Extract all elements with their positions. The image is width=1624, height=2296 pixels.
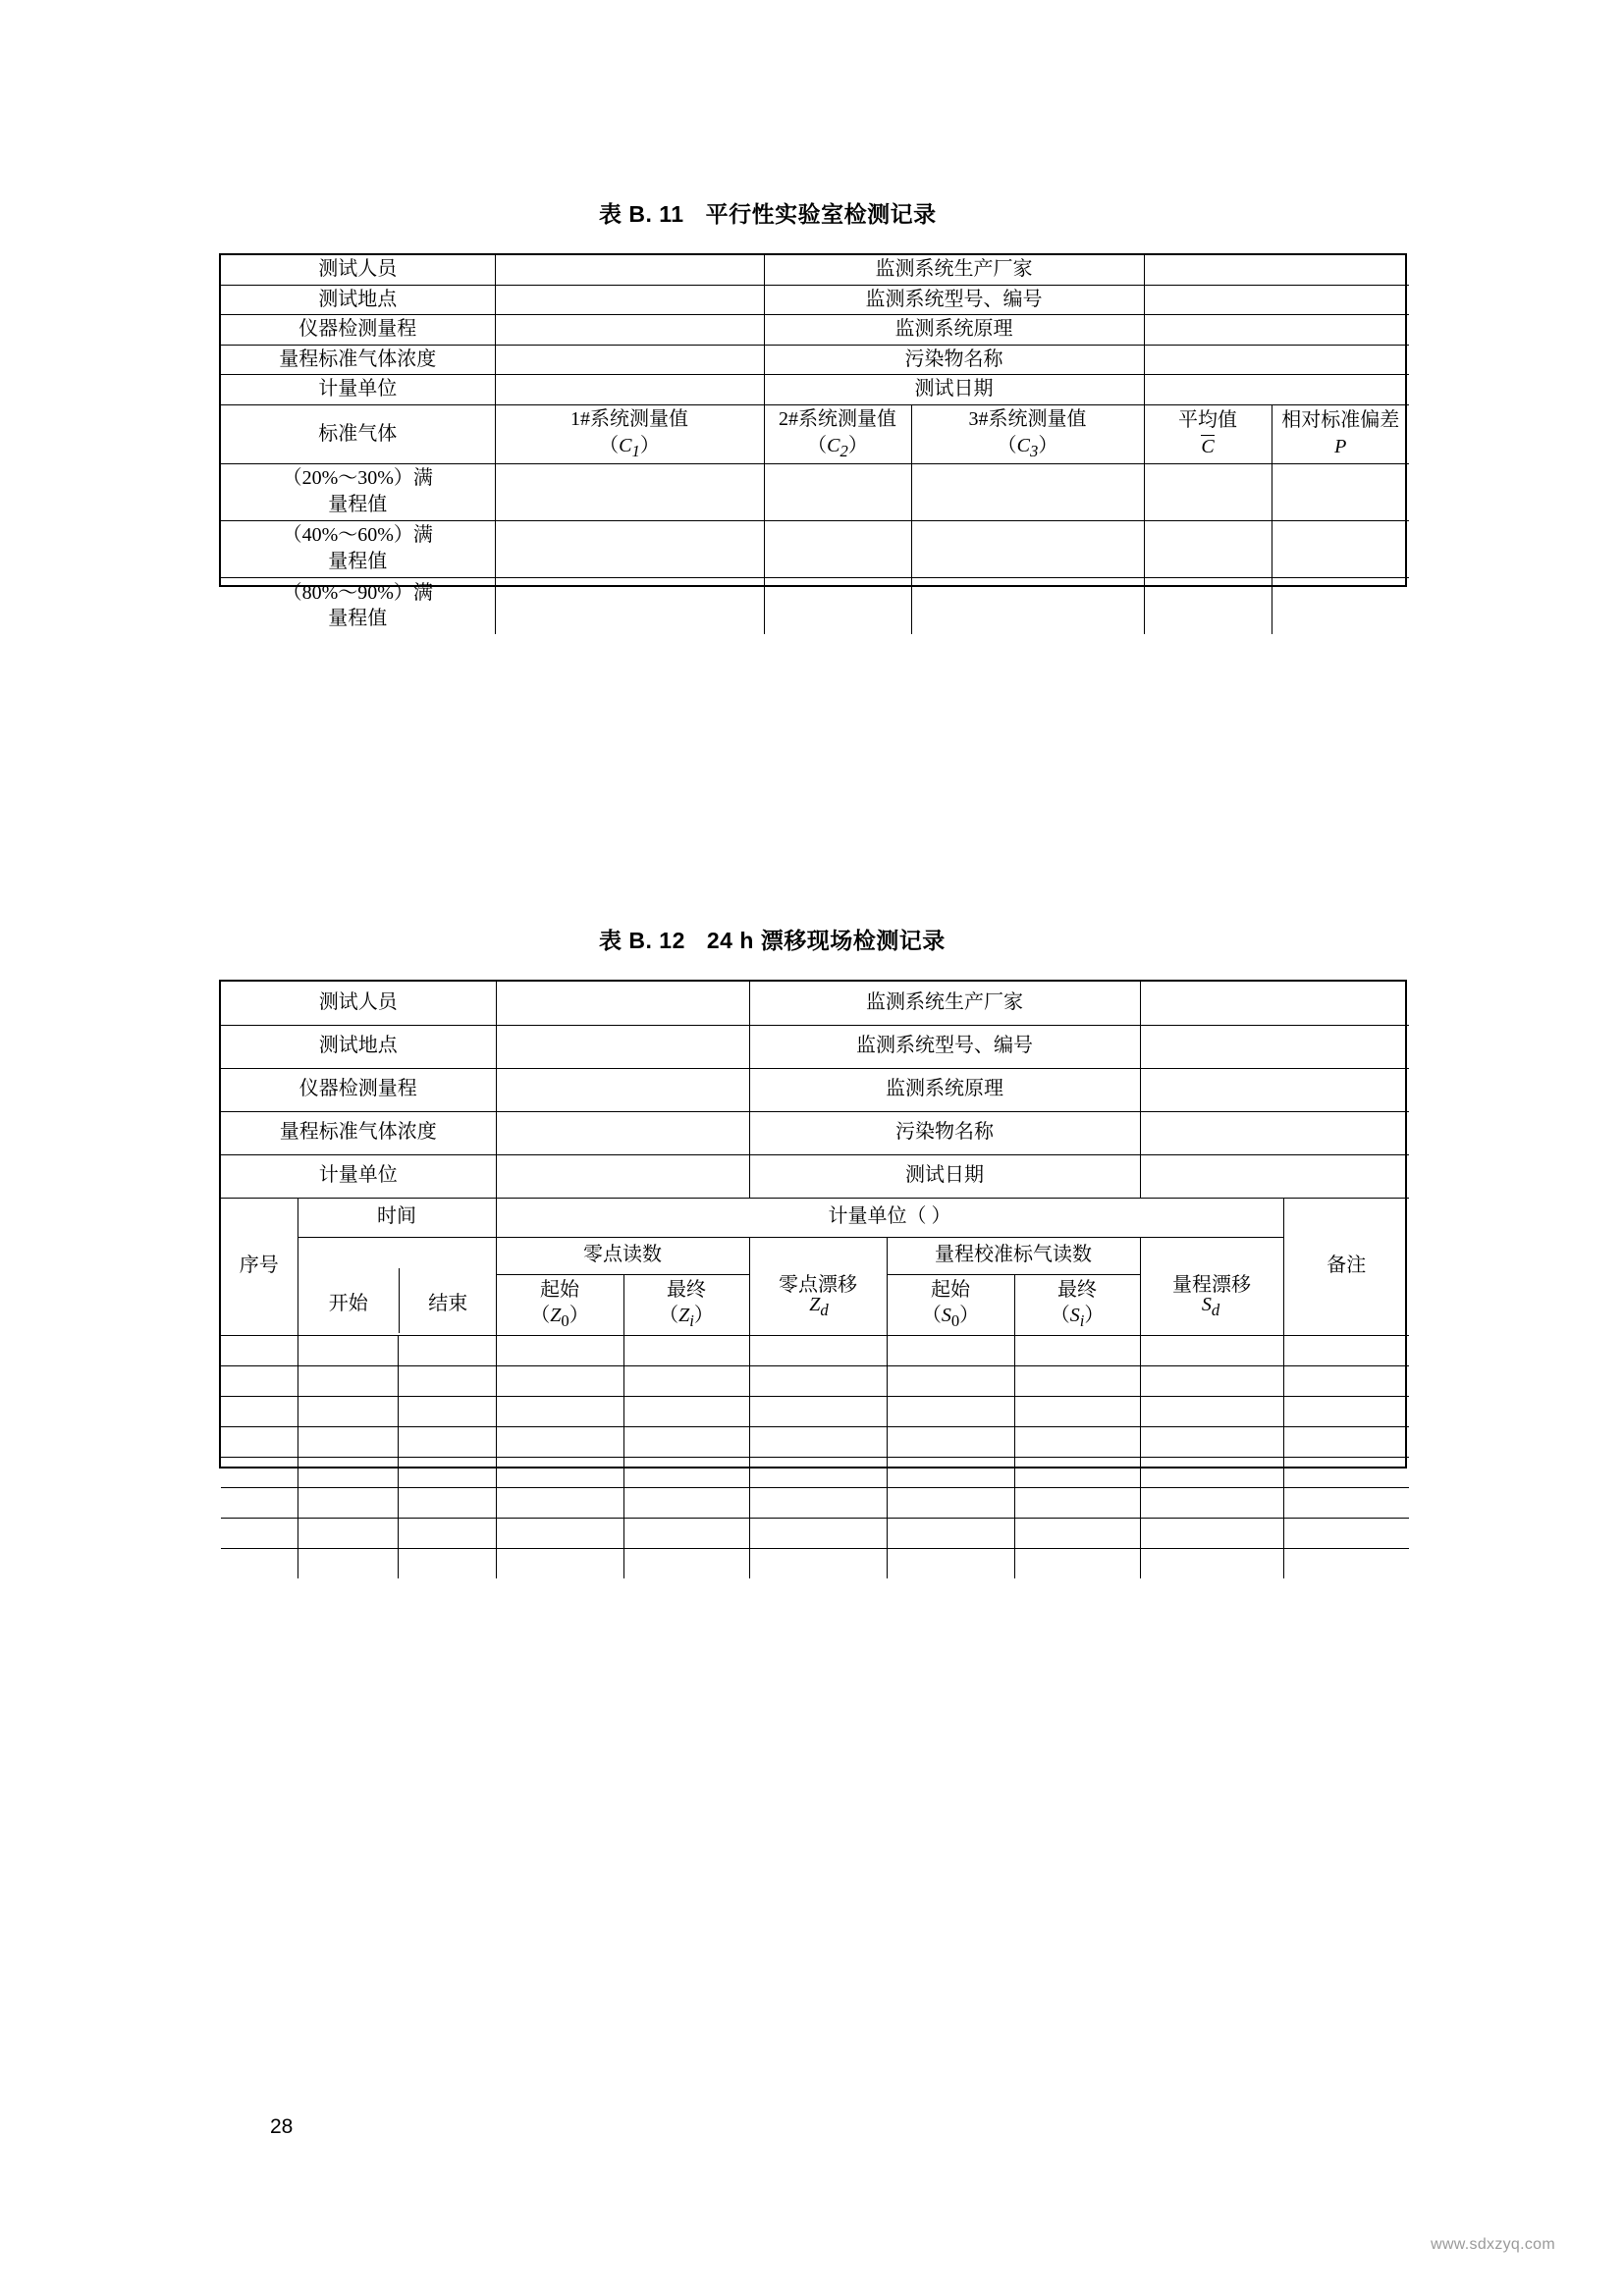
table-row (221, 345, 1409, 375)
cell-zd[interactable] (749, 1487, 887, 1518)
cell-z0[interactable] (496, 1426, 623, 1457)
cell-z0[interactable] (496, 1335, 623, 1365)
header-zero-final-line1: 最终 (667, 1278, 706, 1301)
value-cell[interactable] (495, 285, 764, 315)
table-row (221, 1365, 1409, 1396)
header-zero-begin (496, 1274, 623, 1335)
cell-sd[interactable] (1140, 1396, 1283, 1426)
header-zero-drift-symbol: $Z_d$ (809, 1294, 829, 1319)
cell-seq[interactable] (221, 1396, 298, 1426)
table-b12-caption (599, 923, 946, 955)
table-header-row (221, 404, 1409, 463)
header-span-begin (887, 1274, 1014, 1335)
cell-rsd[interactable] (1272, 577, 1409, 634)
cell-average[interactable] (1144, 577, 1272, 634)
label-cell: 监测系统型号、编号 (764, 285, 1144, 315)
table-row (221, 1548, 1409, 1578)
value-cell[interactable] (496, 1068, 749, 1111)
row-label (221, 463, 495, 520)
label-cell: 量程标准气体浓度 (221, 1111, 496, 1154)
cell-z0[interactable] (496, 1487, 623, 1518)
label-cell: 污染物名称 (764, 345, 1144, 375)
header-span-final (1014, 1274, 1140, 1335)
table-row (221, 1025, 1409, 1068)
cell-s0[interactable] (887, 1457, 1014, 1487)
label-cell: 测试日期 (749, 1154, 1140, 1198)
value-cell[interactable] (1140, 1025, 1409, 1068)
cell-end[interactable] (398, 1487, 496, 1518)
cell-s0[interactable] (887, 1396, 1014, 1426)
header-span-drift-label: 量程漂移 (1172, 1274, 1252, 1297)
header-system1-line2: $(C_1)$ (599, 434, 660, 460)
cell-c3[interactable] (911, 463, 1144, 520)
cell-end[interactable] (398, 1426, 496, 1457)
cell-start[interactable] (298, 1396, 398, 1426)
cell-sd[interactable] (1140, 1335, 1283, 1365)
table-b12 (219, 980, 1407, 1468)
table-row (221, 1426, 1409, 1457)
header-standard-gas: 标准气体 (221, 404, 495, 463)
header-time-subrow (298, 1268, 497, 1333)
value-cell[interactable] (495, 255, 764, 285)
label-cell: 计量单位 (221, 1154, 496, 1198)
label-cell: 仪器检测量程 (221, 315, 495, 346)
header-span-final-line1: 最终 (1057, 1278, 1097, 1301)
cell-zd[interactable] (749, 1548, 887, 1578)
cell-rsd[interactable] (1272, 463, 1409, 520)
label-cell: 监测系统原理 (749, 1068, 1140, 1111)
cell-start[interactable] (298, 1426, 398, 1457)
cell-end[interactable] (398, 1335, 496, 1365)
cell-c3[interactable] (911, 577, 1144, 634)
header-time-end: 结束 (428, 1292, 468, 1314)
cell-start[interactable] (298, 1548, 398, 1578)
header-rsd-line1: 相对标准偏差 (1281, 409, 1400, 432)
cell-remark[interactable] (1283, 1457, 1409, 1487)
label-cell: 仪器检测量程 (221, 1068, 496, 1111)
cell-sd[interactable] (1140, 1457, 1283, 1487)
label-cell: 测试日期 (764, 375, 1144, 405)
value-cell[interactable] (496, 982, 749, 1025)
header-system2-line1: 2#系统测量值 (779, 407, 896, 430)
table-row (221, 1518, 1409, 1548)
label-cell: 测试地点 (221, 1025, 496, 1068)
cell-remark[interactable] (1283, 1518, 1409, 1548)
label-cell: 监测系统型号、编号 (749, 1025, 1140, 1068)
header-span-final-line2: $(S_i)$ (1050, 1305, 1105, 1331)
table-row (221, 463, 1409, 520)
table-row (221, 315, 1409, 346)
cell-seq[interactable] (221, 1365, 298, 1396)
header-average-symbol: C (1201, 435, 1215, 457)
cell-remark[interactable] (1283, 1365, 1409, 1396)
cell-seq[interactable] (221, 1335, 298, 1365)
cell-si[interactable] (1014, 1487, 1140, 1518)
cell-zi[interactable] (623, 1457, 749, 1487)
footer-url: www.sdxzyq.com (1431, 2236, 1555, 2253)
table-row (221, 577, 1409, 634)
cell-end[interactable] (398, 1548, 496, 1578)
header-zero-begin-line2: $(Z_0)$ (530, 1305, 589, 1331)
cell-rsd[interactable] (1272, 520, 1409, 577)
label-cell: 监测系统原理 (764, 315, 1144, 346)
cell-zi[interactable] (623, 1518, 749, 1548)
cell-c1[interactable] (495, 577, 764, 634)
table-header-row (221, 1198, 1409, 1237)
header-span-begin-line2: $(S_0)$ (921, 1305, 980, 1331)
cell-si[interactable] (1014, 1335, 1140, 1365)
cell-zi[interactable] (623, 1365, 749, 1396)
header-zero-final-line2: $(Z_i)$ (659, 1305, 714, 1331)
cell-z0[interactable] (496, 1365, 623, 1396)
cell-c2[interactable] (764, 463, 911, 520)
table-row (221, 982, 1409, 1025)
header-seq: 序号 (221, 1198, 298, 1335)
value-cell[interactable] (496, 1111, 749, 1154)
header-span-reading: 量程校准标气读数 (887, 1237, 1140, 1274)
table-b11 (219, 253, 1407, 630)
cell-zi[interactable] (623, 1548, 749, 1578)
cell-zd[interactable] (749, 1457, 887, 1487)
header-span-drift-symbol: $S_d$ (1201, 1294, 1220, 1319)
value-cell[interactable] (495, 315, 764, 346)
table-row (221, 285, 1409, 315)
cell-start[interactable] (298, 1487, 398, 1518)
header-zero-drift (749, 1237, 887, 1335)
cell-z0[interactable] (496, 1457, 623, 1487)
header-system1-line1: 1#系统测量值 (570, 407, 688, 430)
value-cell[interactable] (1140, 1068, 1409, 1111)
value-cell[interactable] (1140, 1154, 1409, 1198)
header-system3 (911, 404, 1144, 463)
cell-end[interactable] (398, 1365, 496, 1396)
cell-remark[interactable] (1283, 1396, 1409, 1426)
header-average (1144, 404, 1272, 463)
cell-s0[interactable] (887, 1518, 1014, 1548)
cell-zd[interactable] (749, 1518, 887, 1548)
table-row (221, 1457, 1409, 1487)
row-label (221, 520, 495, 577)
value-cell[interactable] (496, 1025, 749, 1068)
cell-start[interactable] (298, 1335, 398, 1365)
cell-sd[interactable] (1140, 1548, 1283, 1578)
label-cell: 监测系统生产厂家 (749, 982, 1140, 1025)
cell-start[interactable] (298, 1457, 398, 1487)
table-b11-caption-label: 表 B. 11 (599, 201, 684, 227)
cell-s0[interactable] (887, 1487, 1014, 1518)
cell-zi[interactable] (623, 1396, 749, 1426)
cell-zd[interactable] (749, 1365, 887, 1396)
cell-c1[interactable] (495, 463, 764, 520)
cell-s0[interactable] (887, 1335, 1014, 1365)
cell-average[interactable] (1144, 520, 1272, 577)
label-cell: 计量单位 (221, 375, 495, 405)
table-row (221, 1396, 1409, 1426)
value-cell[interactable] (495, 375, 764, 405)
header-system2 (764, 404, 911, 463)
cell-c2[interactable] (764, 577, 911, 634)
cell-end[interactable] (398, 1396, 496, 1426)
header-remark: 备注 (1283, 1198, 1409, 1335)
value-cell[interactable] (1140, 1111, 1409, 1154)
cell-zd[interactable] (749, 1335, 887, 1365)
value-cell[interactable] (495, 345, 764, 375)
cell-zi[interactable] (623, 1335, 749, 1365)
cell-zi[interactable] (623, 1426, 749, 1457)
cell-end[interactable] (398, 1518, 496, 1548)
cell-start[interactable] (298, 1365, 398, 1396)
header-average-line1: 平均值 (1178, 409, 1238, 432)
cell-si[interactable] (1014, 1457, 1140, 1487)
table-b11-caption (599, 196, 937, 229)
cell-sd[interactable] (1140, 1487, 1283, 1518)
cell-start[interactable] (298, 1518, 398, 1548)
label-cell: 量程标准气体浓度 (221, 345, 495, 375)
cell-zd[interactable] (749, 1396, 887, 1426)
cell-z0[interactable] (496, 1396, 623, 1426)
cell-si[interactable] (1014, 1548, 1140, 1578)
cell-average[interactable] (1144, 463, 1272, 520)
header-unit-group: 计量单位（ ） (496, 1198, 1283, 1237)
value-cell[interactable] (1144, 315, 1409, 346)
cell-sd[interactable] (1140, 1518, 1283, 1548)
cell-remark[interactable] (1283, 1487, 1409, 1518)
row-label-line1: （40%～60%）满 (282, 524, 433, 547)
header-zero-reading: 零点读数 (496, 1237, 749, 1274)
cell-s0[interactable] (887, 1548, 1014, 1578)
value-cell[interactable] (496, 1154, 749, 1198)
header-system3-line1: 3#系统测量值 (968, 407, 1087, 430)
cell-z0[interactable] (496, 1518, 623, 1548)
header-system3-line2: $(C_3)$ (997, 434, 1058, 460)
cell-remark[interactable] (1283, 1548, 1409, 1578)
value-cell[interactable] (1140, 982, 1409, 1025)
value-cell[interactable] (1144, 285, 1409, 315)
row-label-line1: （80%～90%）满 (282, 581, 433, 604)
page-number: 28 (270, 2115, 294, 2138)
header-system1 (495, 404, 764, 463)
table-row (221, 1068, 1409, 1111)
label-cell: 测试地点 (221, 285, 495, 315)
cell-end[interactable] (398, 1457, 496, 1487)
header-zero-drift-label: 零点漂移 (779, 1274, 857, 1297)
row-label-line2: 量程值 (328, 608, 388, 630)
cell-si[interactable] (1014, 1426, 1140, 1457)
row-label-line2: 量程值 (328, 493, 388, 515)
cell-c3[interactable] (911, 520, 1144, 577)
table-b12-caption-label: 表 B. 12 (599, 928, 685, 953)
cell-seq[interactable] (221, 1487, 298, 1518)
cell-c2[interactable] (764, 520, 911, 577)
table-row (221, 1154, 1409, 1198)
header-time: 时间 (298, 1198, 496, 1237)
cell-s0[interactable] (887, 1365, 1014, 1396)
header-span-begin-line1: 起始 (931, 1278, 970, 1301)
cell-remark[interactable] (1283, 1426, 1409, 1457)
table-b12-caption-title: 24 h 漂移现场检测记录 (706, 928, 946, 953)
cell-z0[interactable] (496, 1548, 623, 1578)
value-cell[interactable] (1144, 255, 1409, 285)
cell-seq[interactable] (221, 1426, 298, 1457)
header-span-drift (1140, 1237, 1283, 1335)
row-label-line2: 量程值 (328, 550, 388, 572)
header-zero-final (623, 1274, 749, 1335)
label-cell: 污染物名称 (749, 1111, 1140, 1154)
table-row (221, 1487, 1409, 1518)
table-row (221, 255, 1409, 285)
header-rsd-symbol: P (1334, 435, 1347, 457)
cell-sd[interactable] (1140, 1365, 1283, 1396)
header-zero-begin-line1: 起始 (540, 1278, 579, 1301)
label-cell: 测试人员 (221, 255, 495, 285)
cell-remark[interactable] (1283, 1335, 1409, 1365)
cell-seq[interactable] (221, 1457, 298, 1487)
cell-si[interactable] (1014, 1396, 1140, 1426)
cell-c1[interactable] (495, 520, 764, 577)
header-rsd (1272, 404, 1409, 463)
cell-zi[interactable] (623, 1487, 749, 1518)
label-cell: 监测系统生产厂家 (764, 255, 1144, 285)
cell-zd[interactable] (749, 1426, 887, 1457)
row-label-line1: （20%～30%）满 (282, 467, 433, 490)
table-b11-caption-title: 平行性实验室检测记录 (705, 201, 937, 227)
cell-sd[interactable] (1140, 1426, 1283, 1457)
cell-seq[interactable] (221, 1548, 298, 1578)
table-row (221, 1335, 1409, 1365)
header-system2-line2: $(C_2)$ (807, 434, 868, 460)
row-label (221, 577, 495, 634)
cell-seq[interactable] (221, 1518, 298, 1548)
header-time-start: 开始 (298, 1268, 400, 1333)
cell-si[interactable] (1014, 1518, 1140, 1548)
cell-s0[interactable] (887, 1426, 1014, 1457)
cell-si[interactable] (1014, 1365, 1140, 1396)
table-row (221, 1111, 1409, 1154)
label-cell: 测试人员 (221, 982, 496, 1025)
table-row (221, 375, 1409, 405)
table-b11-grid (221, 255, 1409, 634)
table-row (221, 520, 1409, 577)
value-cell[interactable] (1144, 375, 1409, 405)
value-cell[interactable] (1144, 345, 1409, 375)
